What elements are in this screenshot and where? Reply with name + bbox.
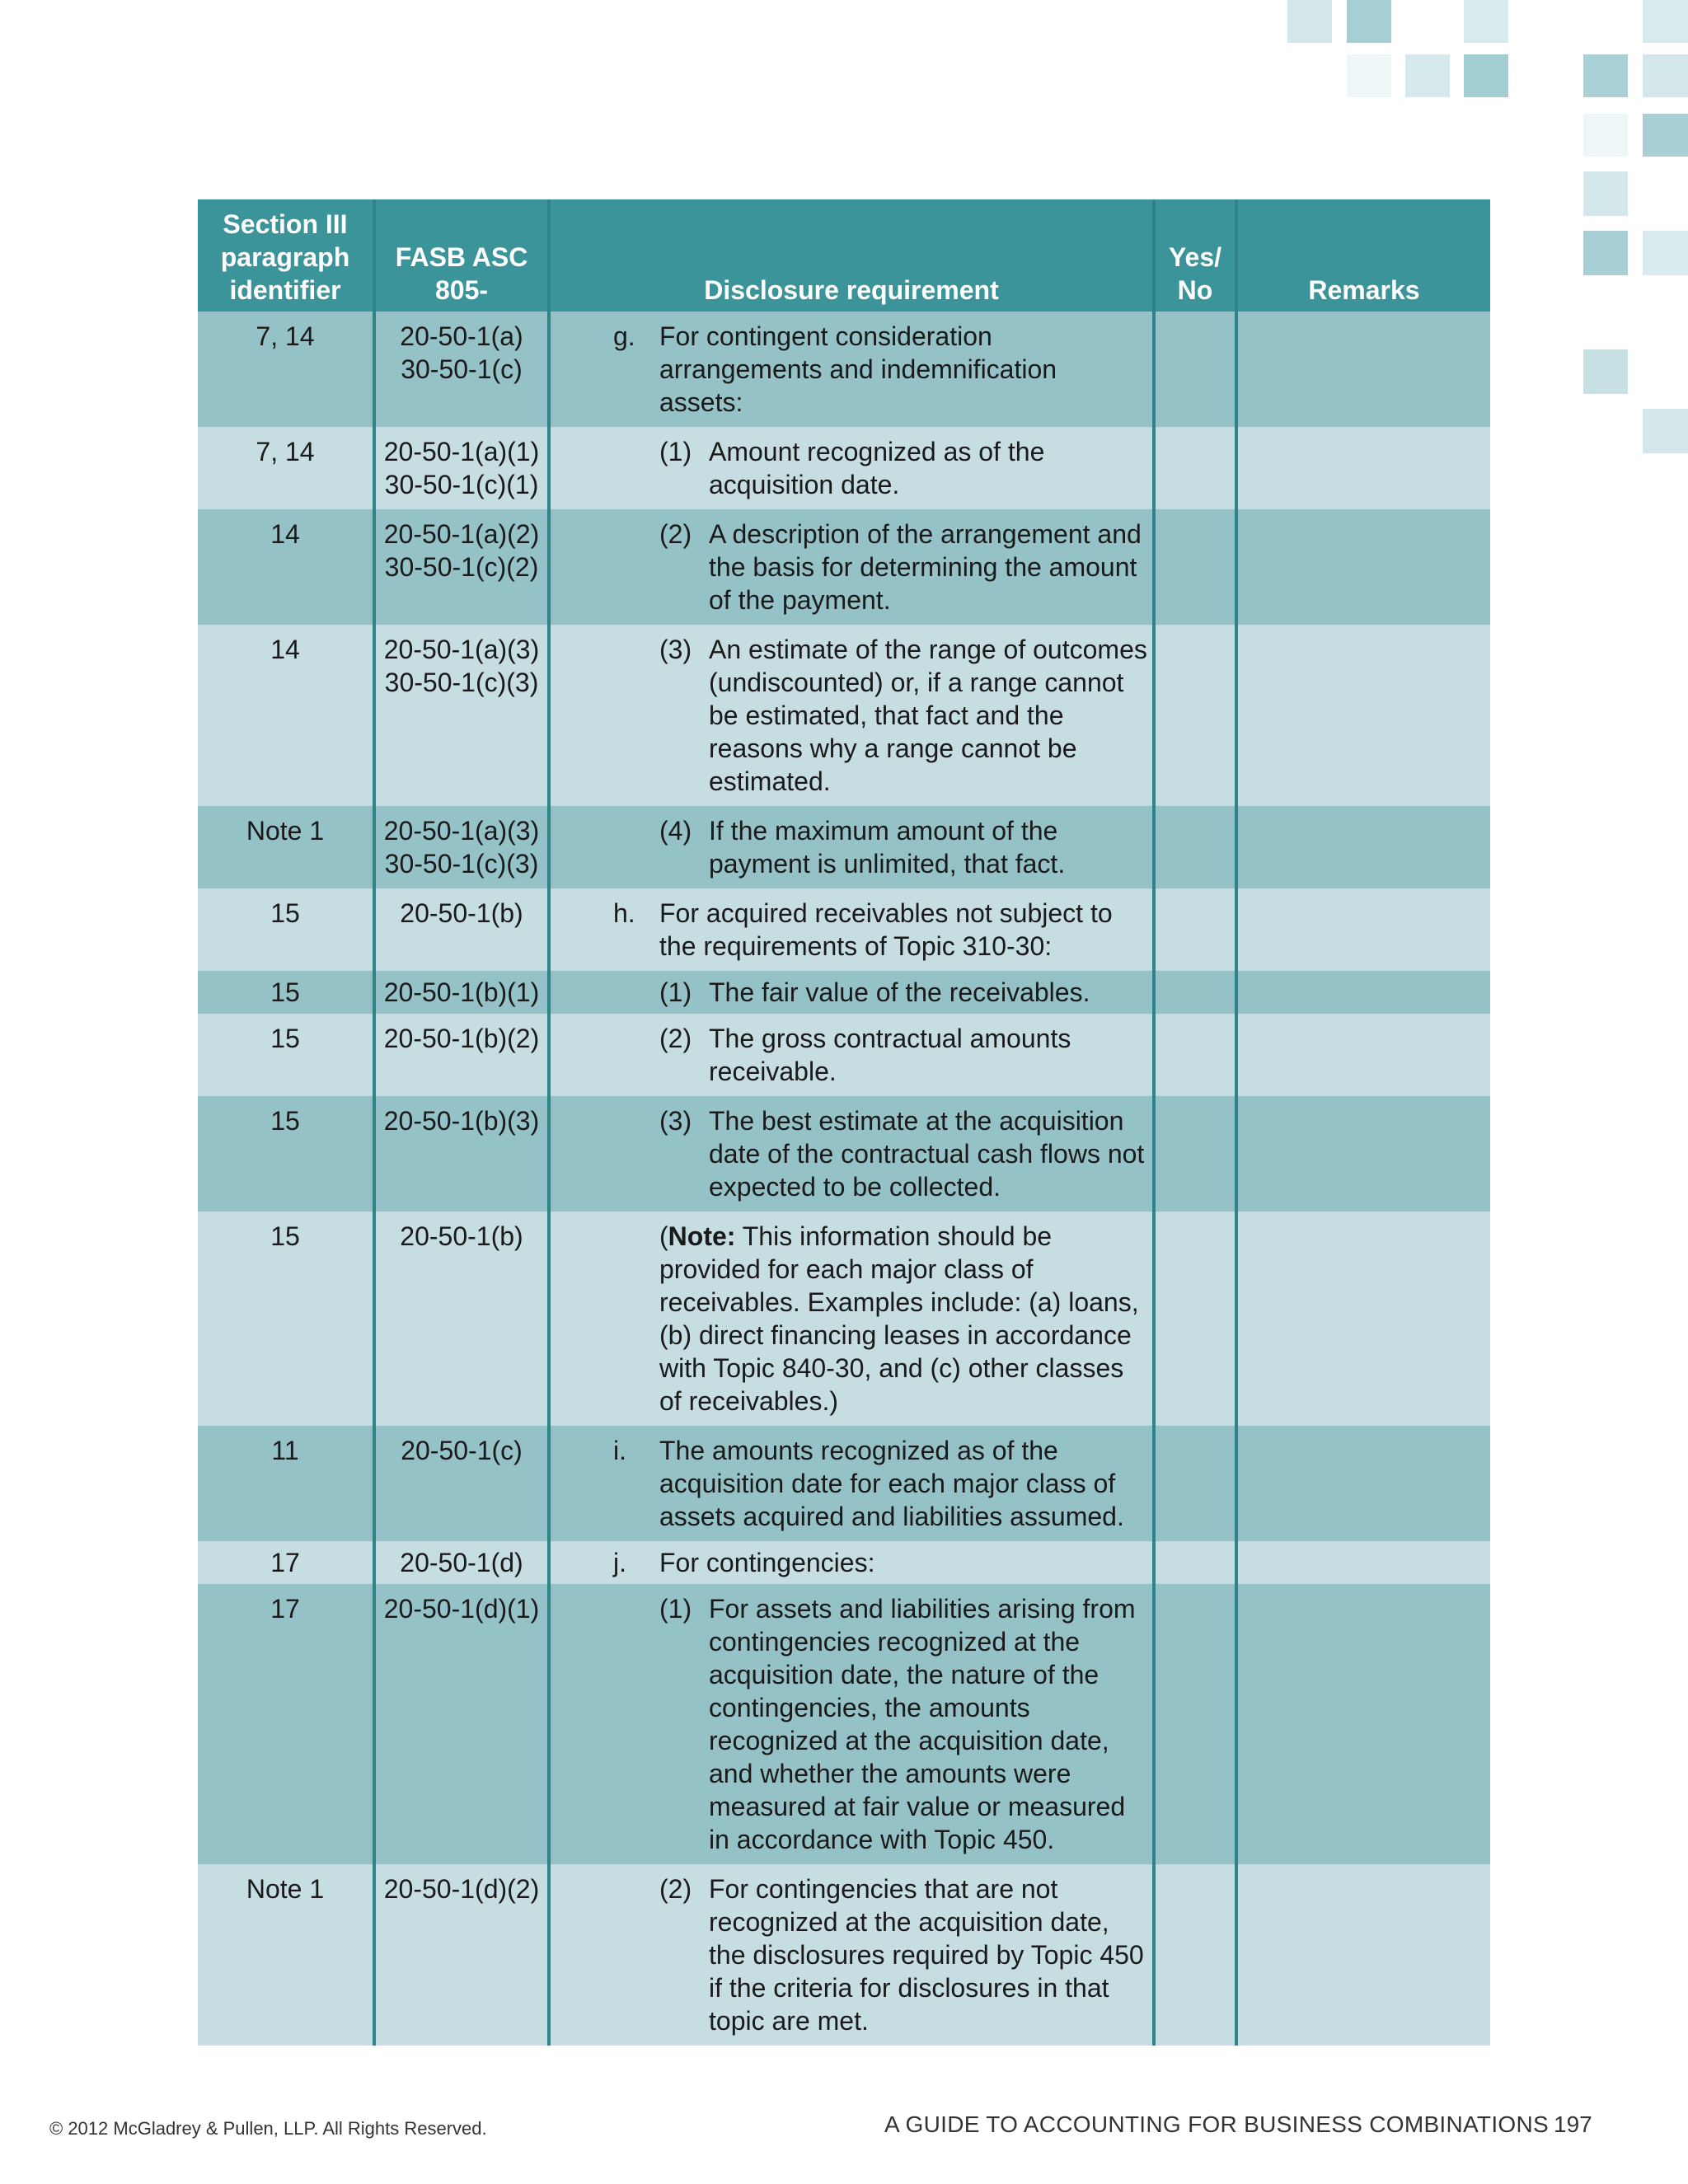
header-section-iii: Section III paragraph identifier — [198, 199, 374, 312]
table-row — [198, 1426, 1490, 1541]
para-cell: 15 — [198, 1212, 374, 1426]
copyright-notice: © 2012 McGladrey & Pullen, LLP. All Rights Reserved. — [49, 2118, 487, 2139]
asc-cell — [374, 888, 549, 971]
disclosure-table — [198, 199, 1490, 2046]
remarks-cell[interactable] — [1236, 312, 1490, 427]
asc-cell — [374, 1096, 549, 1212]
requirement-text: A description of the arrangement and the basis for determining the amount of the payment. — [709, 519, 1142, 615]
remarks-cell[interactable] — [1236, 509, 1490, 625]
asc-cell — [374, 427, 549, 509]
para-cell: 17 — [198, 1584, 374, 1864]
requirement-text: For acquired receivables not subject to the requirements of Topic 310-30: — [659, 898, 1113, 961]
sub-label: (1) — [659, 437, 692, 466]
asc-cell — [374, 625, 549, 806]
requirement-cell — [549, 1212, 1154, 1426]
para-cell: Note 1 — [198, 1864, 374, 2046]
requirement-text: An estimate of the range of outcomes (undiscounted) or, if a range cannot be estimated, that fact and the reasons why a range cannot be estimated. — [709, 635, 1147, 796]
remarks-cell[interactable] — [1236, 1426, 1490, 1541]
requirement-text: Amount recognized as of the acquisition date. — [709, 437, 1045, 499]
requirement-text: This information should be provided for each major class of receivables. Examples include: (a) loans, (b) direct financing leases in accordance with Topic 840-30, and (c) other classes of receivables.) — [659, 1221, 1139, 1416]
requirement-cell — [549, 971, 1154, 1014]
requirement-text: For contingencies: — [659, 1548, 875, 1577]
note-text — [556, 1220, 1147, 1418]
table-row — [198, 427, 1490, 509]
requirement-cell — [549, 1584, 1154, 1864]
header-remarks: Remarks — [1236, 199, 1490, 312]
table-row — [198, 509, 1490, 625]
requirement-text: The amounts recognized as of the acquisition date for each major class of assets acquired and liabilities assumed. — [659, 1436, 1124, 1531]
requirement-text: If the maximum amount of the payment is unlimited, that fact. — [709, 816, 1066, 879]
sub-label: (1) — [659, 977, 692, 1007]
requirement-cell — [549, 1096, 1154, 1212]
asc-text: 20-50-1(a) 30-50-1(c) — [400, 321, 523, 384]
yes-no-cell[interactable] — [1154, 806, 1236, 888]
requirement-cell — [549, 1014, 1154, 1096]
para-cell: Note 1 — [198, 806, 374, 888]
para-cell: 15 — [198, 888, 374, 971]
asc-cell — [374, 806, 549, 888]
yes-no-cell[interactable] — [1154, 888, 1236, 971]
asc-cell — [374, 1541, 549, 1584]
asc-text: 20-50-1(d)(1) — [383, 1594, 540, 1624]
asc-text: 20-50-1(a)(3) 30-50-1(c)(3) — [383, 635, 540, 697]
para-cell: 15 — [198, 971, 374, 1014]
yes-no-cell[interactable] — [1154, 1864, 1236, 2046]
table-row — [198, 625, 1490, 806]
requirement-cell — [549, 1541, 1154, 1584]
remarks-cell[interactable] — [1236, 1541, 1490, 1584]
table-header-row — [198, 199, 1490, 312]
sub-label: (3) — [659, 1106, 692, 1136]
requirement-text: For assets and liabilities arising from contingencies recognized at the acquisition date, the nature of the contingencies, the amounts recognized at the acquisition date, and whether the amounts were measured at fair value or measured in accordance with Topic 450. — [709, 1594, 1136, 1854]
table-row — [198, 1212, 1490, 1426]
yes-no-cell[interactable] — [1154, 1096, 1236, 1212]
sub-label: (2) — [659, 519, 692, 549]
requirement-cell — [549, 427, 1154, 509]
asc-text: 20-50-1(c) — [401, 1436, 523, 1465]
requirement-cell — [549, 1864, 1154, 2046]
asc-cell — [374, 971, 549, 1014]
remarks-cell[interactable] — [1236, 1864, 1490, 2046]
table-row — [198, 888, 1490, 971]
para-cell: 7, 14 — [198, 312, 374, 427]
yes-no-cell[interactable] — [1154, 312, 1236, 427]
yes-no-cell[interactable] — [1154, 427, 1236, 509]
item-label: j. — [613, 1548, 626, 1577]
asc-cell — [374, 1212, 549, 1426]
item-label: g. — [613, 321, 635, 351]
asc-cell — [374, 1426, 549, 1541]
remarks-cell[interactable] — [1236, 888, 1490, 971]
para-cell: 7, 14 — [198, 427, 374, 509]
table-row — [198, 971, 1490, 1014]
table-row — [198, 1096, 1490, 1212]
sub-label: (2) — [659, 1874, 692, 1904]
asc-text: 20-50-1(b) — [400, 1221, 523, 1251]
yes-no-cell[interactable] — [1154, 1426, 1236, 1541]
yes-no-cell[interactable] — [1154, 509, 1236, 625]
asc-text: 20-50-1(b)(3) — [383, 1106, 540, 1136]
item-label: h. — [613, 898, 635, 928]
para-cell: 15 — [198, 1096, 374, 1212]
item-label: i. — [613, 1436, 626, 1465]
header-fasb-asc: FASB ASC 805- — [374, 199, 549, 312]
remarks-cell[interactable] — [1236, 971, 1490, 1014]
remarks-cell[interactable] — [1236, 427, 1490, 509]
yes-no-cell[interactable] — [1154, 1541, 1236, 1584]
header-disclosure-requirement: Disclosure requirement — [549, 199, 1154, 312]
yes-no-cell[interactable] — [1154, 625, 1236, 806]
page-number: 197 — [1554, 2111, 1592, 2137]
remarks-cell[interactable] — [1236, 1096, 1490, 1212]
table-row — [198, 1014, 1490, 1096]
para-cell: 17 — [198, 1541, 374, 1584]
note-open-paren: ( — [659, 1221, 668, 1251]
table-row — [198, 1584, 1490, 1864]
remarks-cell[interactable] — [1236, 625, 1490, 806]
table-row — [198, 806, 1490, 888]
requirement-cell — [549, 1426, 1154, 1541]
yes-no-cell[interactable] — [1154, 1212, 1236, 1426]
sub-label: (4) — [659, 816, 692, 846]
remarks-cell[interactable] — [1236, 1014, 1490, 1096]
asc-text: 20-50-1(a)(2) 30-50-1(c)(2) — [383, 519, 540, 582]
requirement-text: The gross contractual amounts receivable. — [709, 1024, 1071, 1086]
para-cell: 15 — [198, 1014, 374, 1096]
yes-no-cell[interactable] — [1154, 1584, 1236, 1864]
sub-label: (3) — [659, 635, 692, 664]
yes-no-cell[interactable] — [1154, 1014, 1236, 1096]
para-cell: 14 — [198, 509, 374, 625]
para-cell: 11 — [198, 1426, 374, 1541]
requirement-text: The best estimate at the acquisition date of the contractual cash flows not expected to be collected. — [709, 1106, 1145, 1202]
asc-cell — [374, 312, 549, 427]
table-row — [198, 312, 1490, 427]
asc-text: 20-50-1(b)(1) — [383, 977, 540, 1007]
note-label: Note: — [668, 1221, 736, 1251]
asc-text: 20-50-1(a)(3) 30-50-1(c)(3) — [383, 816, 540, 879]
asc-cell — [374, 1864, 549, 2046]
requirement-cell — [549, 509, 1154, 625]
sub-label: (1) — [659, 1594, 692, 1624]
asc-text: 20-50-1(b) — [400, 898, 523, 928]
para-cell: 14 — [198, 625, 374, 806]
header-yes-no: Yes/ No — [1154, 199, 1236, 312]
asc-text: 20-50-1(a)(1) 30-50-1(c)(1) — [383, 437, 540, 499]
asc-text: 20-50-1(d) — [400, 1548, 523, 1577]
table-row — [198, 1864, 1490, 2046]
requirement-cell — [549, 625, 1154, 806]
table-row — [198, 1541, 1490, 1584]
remarks-cell[interactable] — [1236, 806, 1490, 888]
requirement-cell — [549, 888, 1154, 971]
yes-no-cell[interactable] — [1154, 971, 1236, 1014]
asc-cell — [374, 509, 549, 625]
running-title: A GUIDE TO ACCOUNTING FOR BUSINESS COMBINATIONS — [884, 2111, 1549, 2137]
asc-text: 20-50-1(d)(2) — [383, 1874, 540, 1904]
requirement-text: The fair value of the receivables. — [709, 977, 1090, 1007]
remarks-cell[interactable] — [1236, 1212, 1490, 1426]
requirement-cell — [549, 806, 1154, 888]
requirement-text: For contingent consideration arrangements and indemnification assets: — [659, 321, 1057, 417]
remarks-cell[interactable] — [1236, 1584, 1490, 1864]
asc-cell — [374, 1014, 549, 1096]
sub-label: (2) — [659, 1024, 692, 1053]
requirement-cell — [549, 312, 1154, 427]
asc-text: 20-50-1(b)(2) — [383, 1024, 540, 1053]
asc-cell — [374, 1584, 549, 1864]
requirement-text: For contingencies that are not recognized at the acquisition date, the disclosures required by Topic 450 if the criteria for disclosures in that topic are met. — [709, 1874, 1144, 2036]
